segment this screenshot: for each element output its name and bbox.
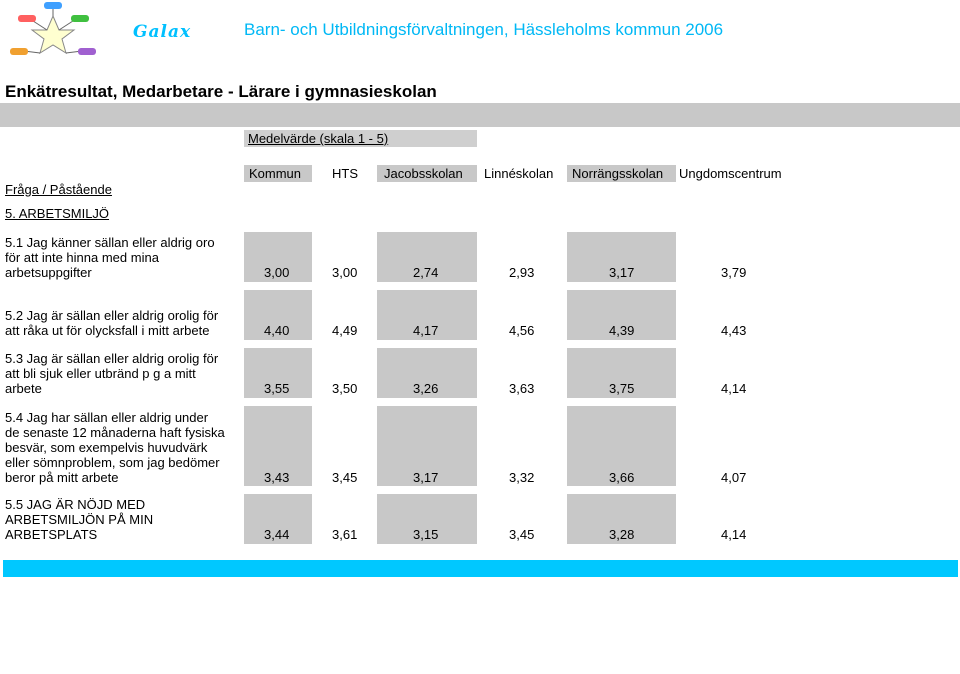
question-5-2: 5.2 Jag är sällan eller aldrig orolig för att råka ut för olycksfall i mitt arbete [5, 308, 219, 338]
star-logo [8, 2, 98, 60]
value-jacobsskolan: 3,26 [413, 381, 439, 396]
value-linneskolan: 3,63 [509, 381, 535, 396]
section-label: 5. ARBETSMILJÖ [5, 206, 110, 221]
organization-title: Barn- och Utbildningsförvaltningen, Hässleholms kommun 2006 [244, 20, 724, 39]
measure-label: Medelvärde (skala 1 - 5) [248, 131, 389, 146]
value-norrangsskolan: 4,39 [609, 323, 635, 338]
value-hts: 3,50 [332, 381, 358, 396]
value-linneskolan: 4,56 [509, 323, 535, 338]
value-hts: 3,00 [332, 265, 358, 280]
value-kommun: 3,43 [264, 470, 290, 485]
title-divider-band [0, 103, 960, 127]
value-kommun: 3,55 [264, 381, 290, 396]
value-linneskolan: 2,93 [509, 265, 535, 280]
value-ungdomscentrum: 4,14 [721, 527, 747, 542]
value-ungdomscentrum: 3,79 [721, 265, 747, 280]
value-linneskolan: 3,32 [509, 470, 535, 485]
column-header-kommun: Kommun [244, 165, 312, 182]
page-title: Enkätresultat, Medarbetare - Lärare i gymnasieskolan [5, 82, 437, 101]
value-jacobsskolan: 3,15 [413, 527, 439, 542]
galax-logo-text: Galax [133, 22, 192, 42]
value-norrangsskolan: 3,28 [609, 527, 635, 542]
value-hts: 3,61 [332, 527, 358, 542]
value-jacobsskolan: 4,17 [413, 323, 439, 338]
column-header-hts: HTS [332, 166, 358, 181]
column-header-jacobsskolan: Jacobsskolan [377, 165, 477, 182]
value-ungdomscentrum: 4,43 [721, 323, 747, 338]
value-hts: 3,45 [332, 470, 358, 485]
value-norrangsskolan: 3,75 [609, 381, 635, 396]
value-jacobsskolan: 3,17 [413, 470, 439, 485]
value-ungdomscentrum: 4,14 [721, 381, 747, 396]
value-norrangsskolan: 3,17 [609, 265, 635, 280]
footer-band [3, 560, 958, 577]
column-header-ungdomscentrum: Ungdomscentrum [679, 166, 782, 181]
value-jacobsskolan: 2,74 [413, 265, 439, 280]
question-5-3: 5.3 Jag är sällan eller aldrig orolig för att bli sjuk eller utbränd p g a mitt arbete [5, 351, 219, 396]
question-5-1: 5.1 Jag känner sällan eller aldrig oro för att inte hinna med mina arbetsuppgifter [5, 235, 215, 280]
value-kommun: 3,00 [264, 265, 290, 280]
column-header-norrangsskolan: Norrängsskolan [567, 165, 676, 182]
value-kommun: 3,44 [264, 527, 290, 542]
value-linneskolan: 3,45 [509, 527, 535, 542]
question-5-4: 5.4 Jag har sällan eller aldrig under de senaste 12 månaderna haft fysiska besvär, som exempelvis huvudvärk eller sömnproblem, som jag bedömer beror på mitt arbete [5, 410, 225, 485]
column-header-linneskolan: Linnéskolan [484, 166, 554, 181]
value-hts: 4,49 [332, 323, 358, 338]
value-ungdomscentrum: 4,07 [721, 470, 747, 485]
value-norrangsskolan: 3,66 [609, 470, 635, 485]
question-column-header: Fråga / Påstående [5, 182, 112, 197]
value-kommun: 4,40 [264, 323, 290, 338]
question-5-5: 5.5 JAG ÄR NÖJD MED ARBETSMILJÖN PÅ MIN ARBETSPLATS [5, 497, 154, 542]
